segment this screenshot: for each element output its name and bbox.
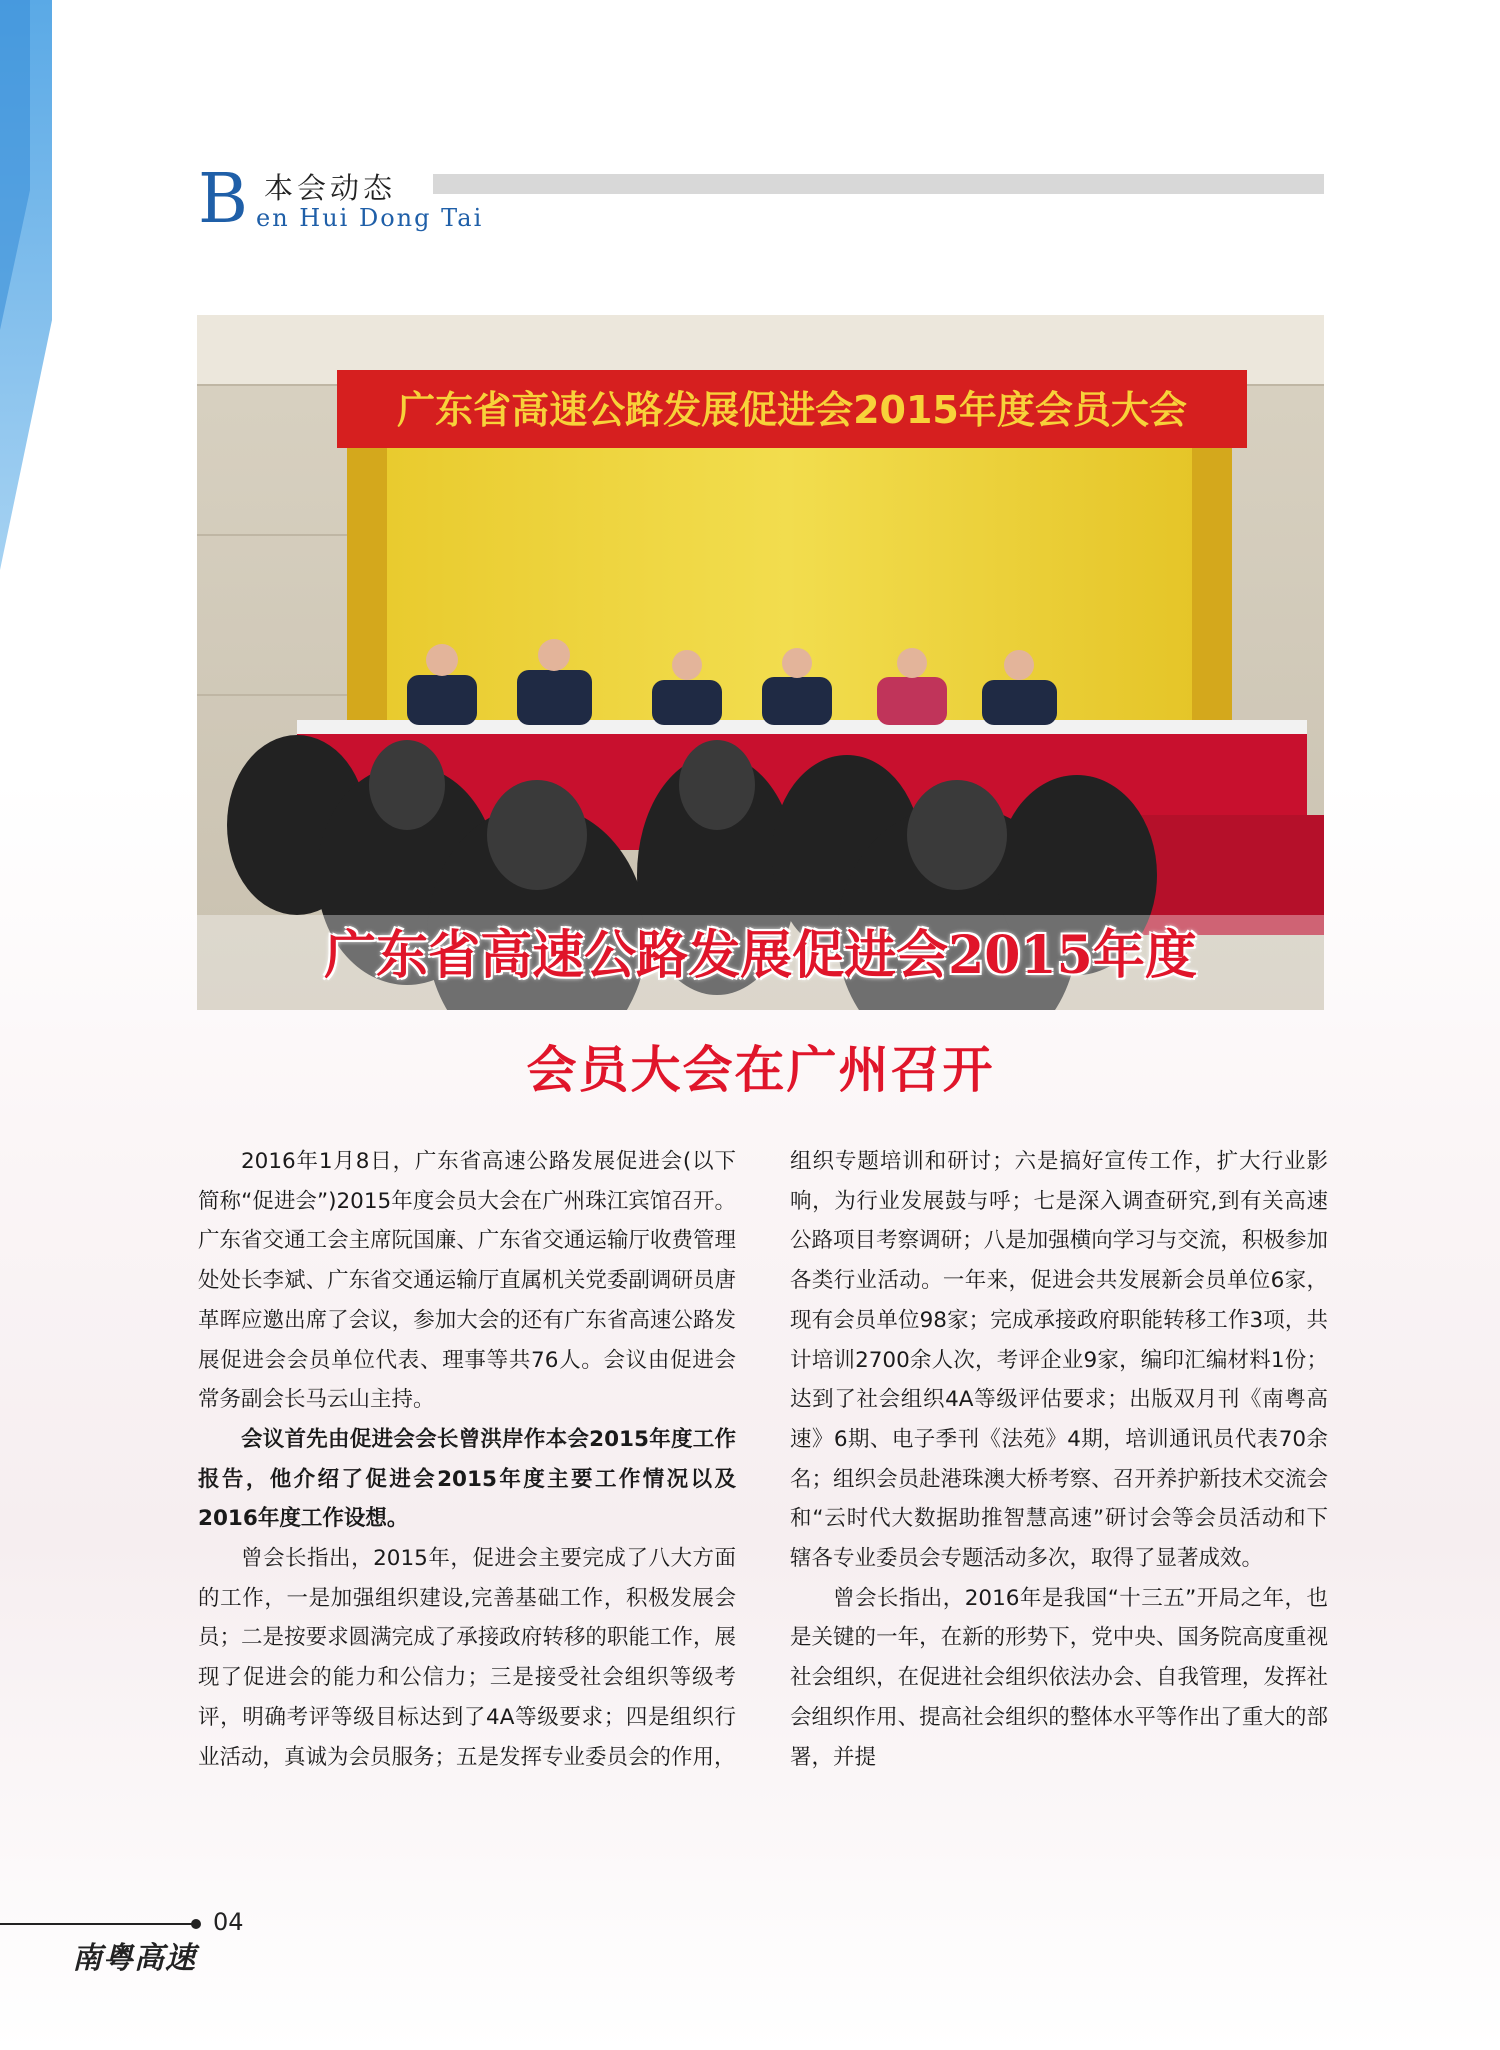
article-subtitle: 会员大会在广州召开 xyxy=(526,1040,995,1099)
corner-decoration xyxy=(0,0,60,600)
footer-dot-icon xyxy=(191,1919,201,1929)
magazine-logo: 南粤高速 xyxy=(72,1941,196,1976)
article-column-right xyxy=(790,1142,1328,1777)
meeting-photo xyxy=(197,315,1324,1010)
page-number: 04 xyxy=(213,1908,244,1936)
footer-rule xyxy=(0,1923,195,1925)
paragraph-bold: 会议首先由促进会会长曾洪岸作本会2015年度工作报告，他介绍了促进会2015年度主要工作情况以及2016年度工作设想。 xyxy=(198,1426,736,1532)
section-title-en: en Hui Dong Tai xyxy=(256,204,484,232)
section-header xyxy=(198,160,1324,240)
paragraph-continued: 组织专题培训和研讨；六是搞好宣传工作，扩大行业影响，为行业发展鼓与呼；七是深入调查研究,到有关高速公路项目考察调研；八是加强横向学习与交流，积极参加各类行业活动。一年来，促进会共发展新会员单位6家，现有会员单位98家；完成承接政府职能转移工作3项，共计培训2700余人次，考评企业9家，编印汇编材料1份；达到了社会组织4A等级评估要求；出版双月刊《南粤高速》6期、电子季刊《法苑》4期，培训通讯员代表70余名；组织会员赴港珠澳大桥考察、召开养护新技术交流会和“云时代大数据助推智慧高速”研讨会等会员活动和下辖各专业委员会专题活动多次，取得了显著成效。 xyxy=(790,1149,1328,1572)
paragraph: 曾会长指出，2016年是我国“十三五”开局之年，也是关键的一年，在新的形势下，党中央、国务院高度重视社会组织，在促进社会组织依法办会、自我管理，发挥社会组织作用、提高社会组织的整体水平等作出了重大的部署，并提 xyxy=(790,1585,1328,1770)
paragraph: 曾会长指出，2015年，促进会主要完成了八大方面的工作，一是加强组织建设,完善基础工作，积极发展会员；二是按要求圆满完成了承接政府转移的职能工作，展现了促进会的能力和公信力；三是接受社会组织等级考评，明确考评等级目标达到了4A等级要求；四是组织行业活动，真诚为会员服务；五是发挥专业委员会的作用， xyxy=(198,1546,736,1770)
article-column-left xyxy=(198,1142,736,1777)
header-rule xyxy=(433,174,1324,194)
meeting-illustration xyxy=(197,315,1324,1010)
photo-caption: 广东省高速公路发展促进会2015年度 xyxy=(324,925,1197,986)
section-initial: B xyxy=(198,160,248,239)
section-title-cn: 本会动态 xyxy=(264,171,397,205)
paragraph: 2016年1月8日，广东省高速公路发展促进会(以下简称“促进会”)2015年度会员大会在广州珠江宾馆召开。广东省交通工会主席阮国廉、广东省交通运输厅收费管理处处长李斌、广东省交通运输厅直属机关党委副调研员唐革晖应邀出席了会议，参加大会的还有广东省高速公路发展促进会会员单位代表、理事等共76人。会议由促进会常务副会长马云山主持。 xyxy=(198,1149,736,1413)
banner-text: 广东省高速公路发展促进会2015年度会员大会 xyxy=(397,388,1187,432)
